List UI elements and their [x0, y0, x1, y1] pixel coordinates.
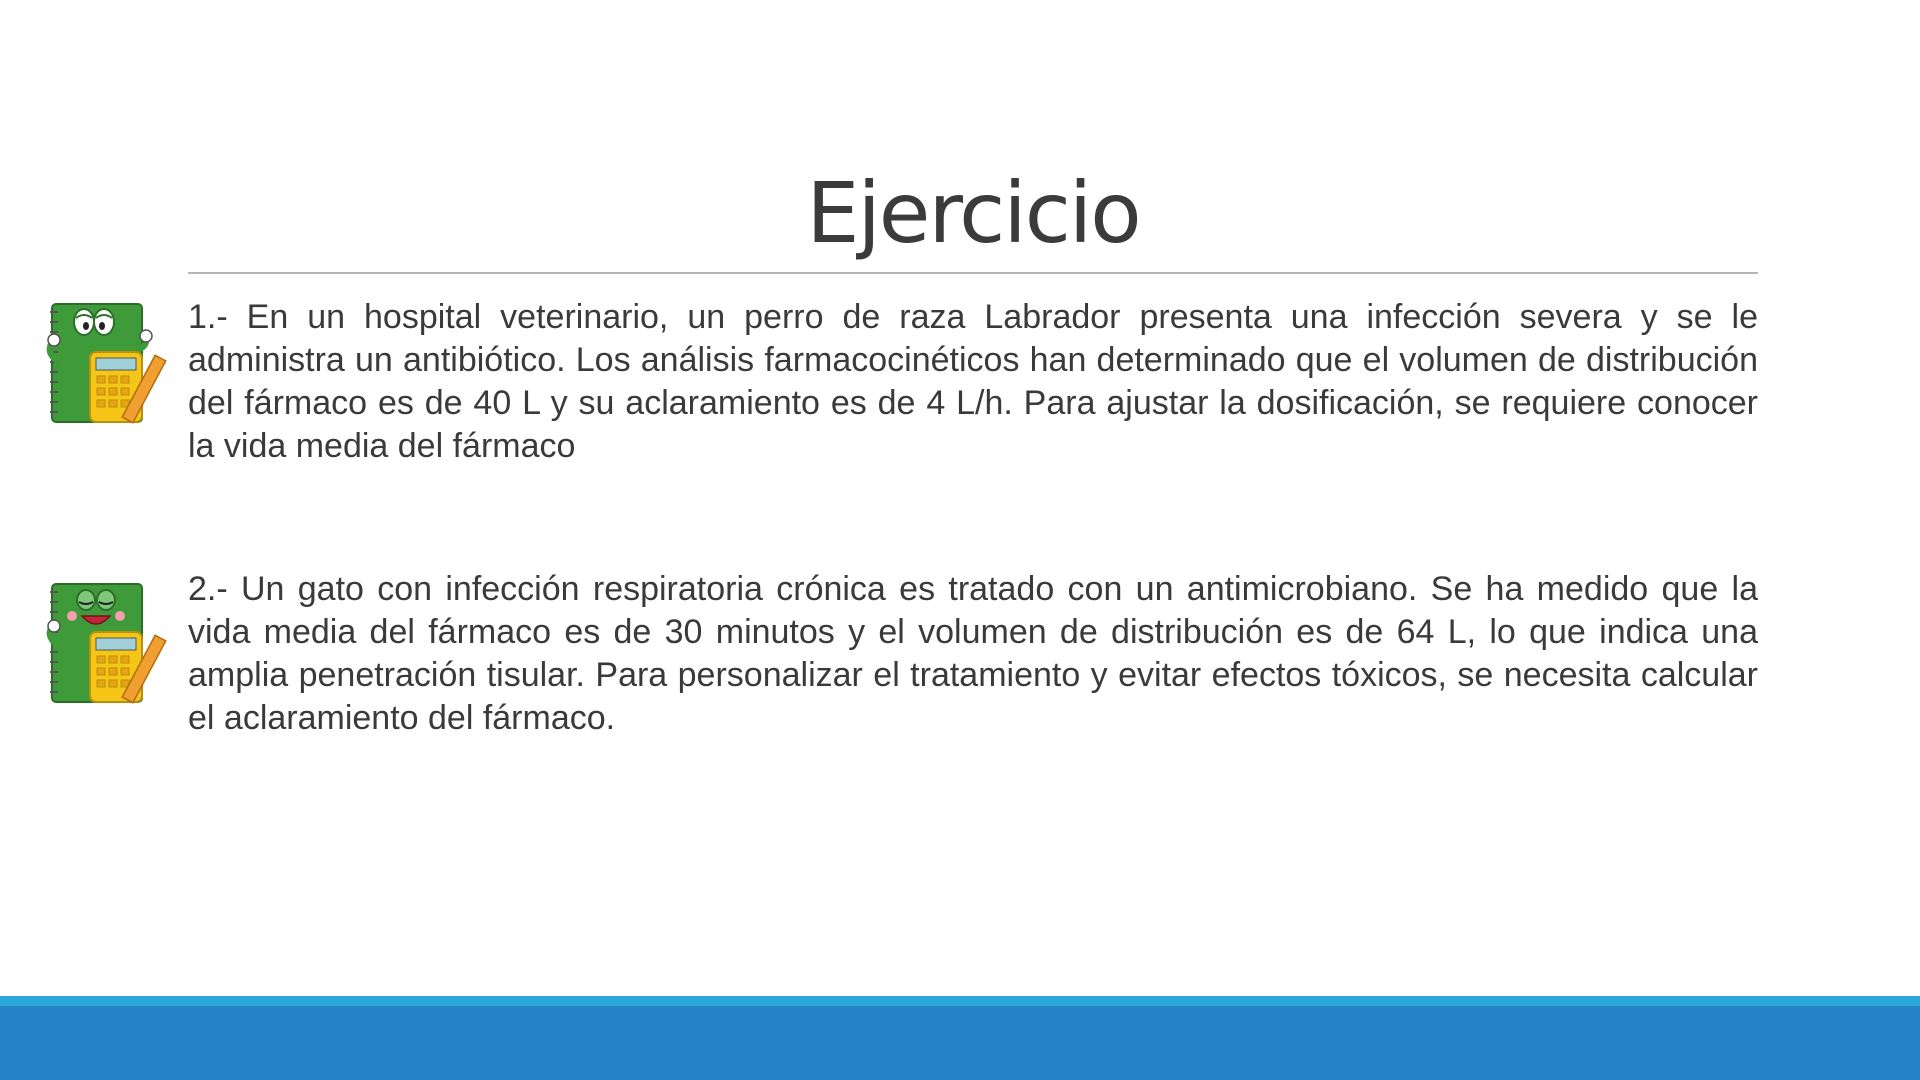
exercise-2-text: 2.- Un gato con infección respiratoria crónica es tratado con un antimicrobiano. Se ha medido que la vida media del fármaco es de 30 minutos y el volumen de distribución es de 64 L, lo que indica una amplia penetración tisular. Para personalizar el tratamiento y evitar efectos tóxicos, se necesita calcular el aclaramiento del fármaco.	[188, 570, 1758, 737]
footer-accent-stripe	[0, 996, 1920, 1006]
exercise-1-text: 1.- En un hospital veterinario, un perro de raza Labrador presenta una infección severa y se le administra un antibiótico. Los análisis farmacocinéticos han determinado que el volumen de distribución del fármaco es de 40 L y su aclaramiento es de 4 L/h. Para ajustar la dosificación, se requiere conocer la vida media del fármaco	[188, 298, 1758, 465]
footer-band	[0, 996, 1920, 1080]
title-divider	[188, 272, 1758, 274]
calculator-character-icon	[46, 300, 172, 432]
calculator-character-icon	[46, 580, 172, 712]
footer-bar	[0, 1006, 1920, 1080]
slide-title: Ejercicio	[806, 164, 1140, 262]
